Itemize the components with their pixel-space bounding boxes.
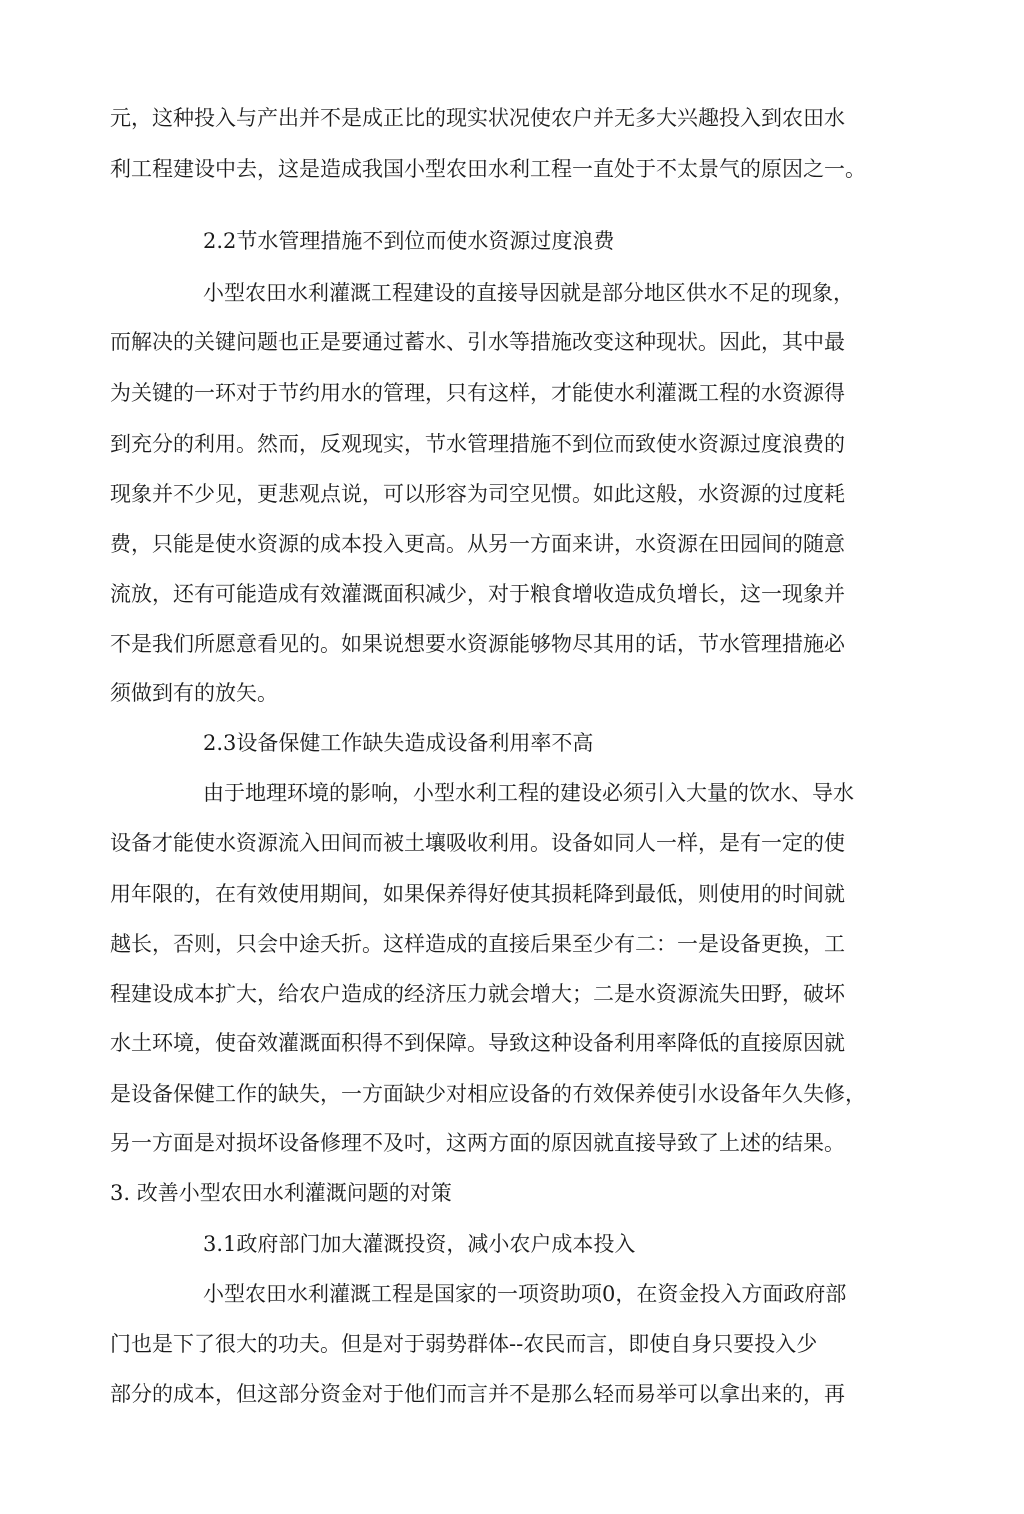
body-text-line: 是设备保健工作的缺失，一方面缺少对相应设备的冇效保养使引水设备年久失修， [110,1082,866,1106]
section-heading-3: 3. 改善小型农田水利灌溉问题的对策 [110,1181,452,1205]
body-text-line: 设备才能使水资源流入田间而被土壤吸收利用。设备如同人一样，是有一定的使 [110,831,845,855]
section-heading-3-1: 3.1政府部门加大灌溉投资，减小农户成本投入 [203,1232,636,1256]
body-text-line: 须做到有的放矢。 [110,681,278,705]
body-text-line: 用年限的，在有效使用期间，如果保养得好使其损耗降到最低，则使用的时间就 [110,882,845,906]
paragraph-first-line: 小型农田水利灌溉工程是国家的一项资助项0，在资金投入方面政府部 [203,1282,847,1306]
body-text-line: 而解决的关键问题也正是要通过蓄水、引水等措施改变这种现状。因此，其中最 [110,330,845,354]
section-heading-2-2: 2.2节水管理措施不到位而使水资源过度浪费 [203,229,615,253]
body-text-line: 越长，否则，只会中途夭折。这样造成的直接后果至少有二：一是设备更换，工 [110,932,845,956]
paragraph-first-line: 由于地理环境的影响，小型水利工程的建设必须引入大量的饮水、导水 [203,781,854,805]
body-text-line: 费，只能是使水资源的成本投入更高。从另一方面来讲，水资源在田园间的随意 [110,532,845,556]
body-text-line: 部分的成本，但这部分资金对于他们而言并不是那么轻而易举可以拿出来的，再 [110,1382,845,1406]
body-text-line: 现象并不少见，更悲观点说，可以形容为司空见惯。如此这般，水资源的过度耗 [110,482,845,506]
body-text-line: 元，这种投入与产出并不是成正比的现实状况使农户并无多大兴趣投入到农田水 [110,106,845,130]
body-text-line: 程建设成本扩大，给农户造成的经济压力就会增大；二是水资源流失田野，破坏 [110,982,845,1006]
body-text-line: 不是我们所愿意看见的。如果说想要水资源能够物尽其用的话，节水管理措施必 [110,632,845,656]
body-text-line: 为关键的一环对于节约用水的管理，只有这样，才能使水利灌溉工程的水资源得 [110,381,845,405]
paragraph-first-line: 小型农田水利灌溉工程建设的直接导因就是部分地区供水不足的现象， [203,281,854,305]
body-text-line: 门也是下了很大的功夫。但是对于弱势群体--农民而言，即使自身只要投入少 [110,1332,818,1356]
body-text-line: 到充分的利用。然而，反观现实，节水管理措施不到位而致使水资源过度浪费的 [110,432,845,456]
section-heading-2-3: 2.3设备保健工作缺失造成设备利用率不高 [203,731,594,755]
body-text-line: 利工程建设中去，这是造成我国小型农田水利工程一直处于不太景气的原因之一。 [110,157,866,181]
body-text-line: 另一方面是对损坏设备修理不及吋，这两方面的原因就直接导致了上述的结果。 [110,1131,845,1155]
body-text-line: 水土环境，使奋效灌溉面积得不到保障。导致这种设备利用率降低的直接原因就 [110,1031,845,1055]
body-text-line: 流放，还有可能造成有效灌溉面积减少，对于粮食增收造成负增长，这一现象并 [110,582,845,606]
